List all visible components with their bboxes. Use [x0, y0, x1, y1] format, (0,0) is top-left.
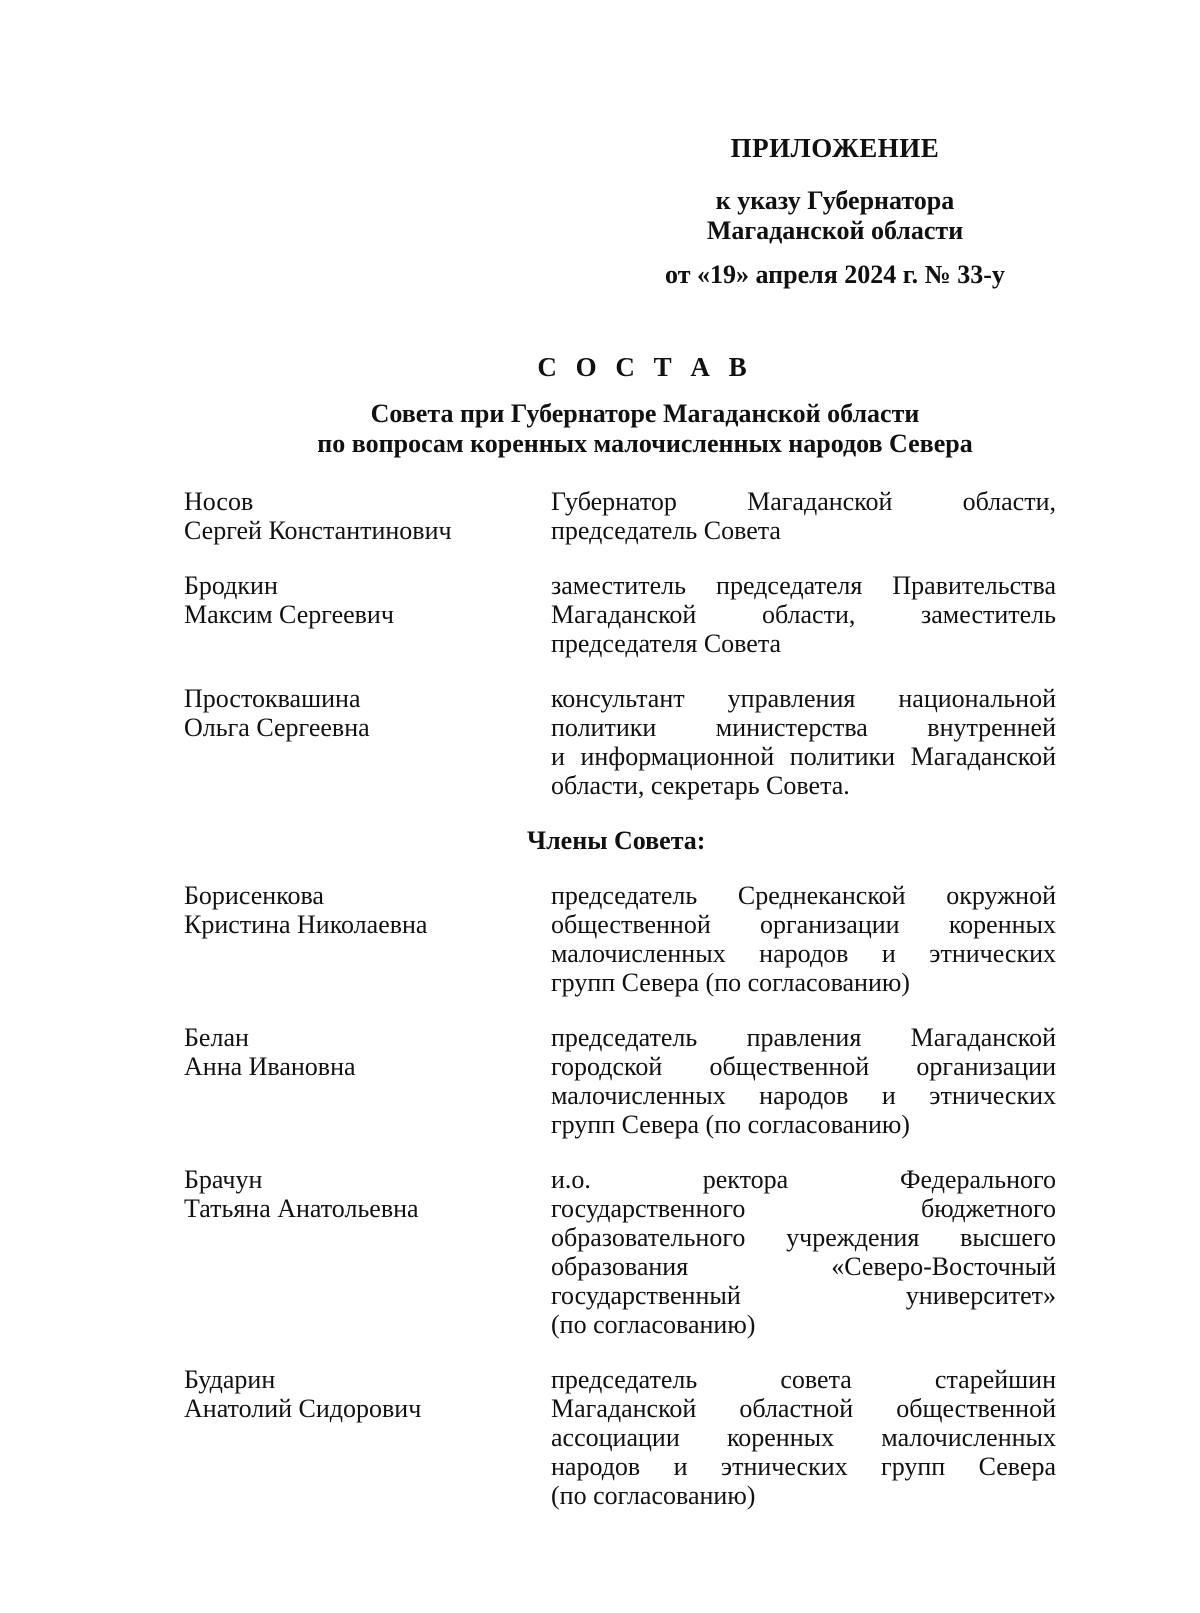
- role-line: и информационной политики Магаданской: [551, 742, 1056, 771]
- role-line: консультант управления национальной: [551, 684, 1056, 713]
- role-line: председателя Совета: [551, 629, 782, 658]
- leadership-list: [184, 487, 1056, 800]
- role-line: Магаданской области, заместитель: [551, 600, 1056, 629]
- council-roster: [184, 487, 1056, 1510]
- person-given-names: Татьяна Анатольевна: [184, 1194, 419, 1223]
- person-name: [184, 1165, 514, 1339]
- role-line: председатель Среднеканской окружной: [551, 881, 1056, 910]
- person-name: [184, 487, 514, 545]
- role-line: народов и этнических групп Севера: [551, 1452, 1056, 1481]
- person-name: [184, 684, 514, 800]
- person-surname: Простоквашина: [184, 684, 361, 713]
- role-line: (по согласованию): [551, 1481, 756, 1510]
- person-surname: Белан: [184, 1023, 249, 1052]
- roster-entry: [184, 1023, 1056, 1139]
- role-line: государственный университет»: [551, 1281, 1056, 1310]
- role-line: образования «Северо-Восточный: [551, 1252, 1056, 1281]
- person-name: [184, 881, 514, 997]
- person-name: [184, 1023, 514, 1139]
- role-line: общественной организации коренных: [551, 910, 1056, 939]
- role-line: Губернатор Магаданской области,: [551, 487, 1056, 516]
- role-line: городской общественной организации: [551, 1052, 1056, 1081]
- roster-entry: [184, 571, 1056, 658]
- person-role: [551, 684, 1056, 800]
- role-line: Магаданской областной общественной: [551, 1394, 1056, 1423]
- role-line: политики министерства внутренней: [551, 713, 1056, 742]
- person-role: [551, 571, 1056, 658]
- role-line: области, секретарь Совета.: [551, 771, 850, 800]
- person-role: [551, 1365, 1056, 1510]
- annex-title: ПРИЛОЖЕНИЕ: [730, 133, 940, 163]
- members-list: [184, 881, 1056, 1510]
- person-role: [551, 1165, 1056, 1339]
- roster-entry: [184, 487, 1056, 545]
- person-name: [184, 571, 514, 658]
- composition-heading: С О С Т А В: [537, 352, 753, 382]
- person-surname: Бударин: [184, 1365, 276, 1394]
- role-line: малочисленных народов и этнических: [551, 1081, 1056, 1110]
- person-role: [551, 1023, 1056, 1139]
- members-header: Члены Совета:: [527, 826, 706, 855]
- person-given-names: Кристина Николаевна: [184, 910, 428, 939]
- role-line: председатель Совета: [551, 516, 781, 545]
- council-name-line2: по вопросам коренных малочисленных народов Севера: [317, 429, 973, 458]
- person-given-names: Максим Сергеевич: [184, 600, 394, 629]
- annex-region: Магаданской области: [706, 216, 964, 245]
- person-role: [551, 487, 1056, 545]
- role-line: и.о. ректора Федерального: [551, 1165, 1056, 1194]
- role-line: заместитель председателя Правительства: [551, 571, 1056, 600]
- role-line: (по согласованию): [551, 1310, 756, 1339]
- role-line: малочисленных народов и этнических: [551, 939, 1056, 968]
- role-line: ассоциации коренных малочисленных: [551, 1423, 1056, 1452]
- annex-decree-ref: к указу Губернатора: [715, 186, 955, 215]
- role-line: председатель совета старейшин: [551, 1365, 1056, 1394]
- person-surname: Борисенкова: [184, 881, 324, 910]
- role-line: государственного бюджетного: [551, 1194, 1056, 1223]
- person-surname: Бродкин: [184, 571, 278, 600]
- person-given-names: Сергей Константинович: [184, 516, 452, 545]
- role-line: групп Севера (по согласованию): [551, 1110, 910, 1139]
- annex-date: от «19» апреля 2024 г. № 33-у: [665, 260, 1005, 289]
- role-line: групп Севера (по согласованию): [551, 968, 910, 997]
- person-given-names: Анна Ивановна: [184, 1052, 356, 1081]
- roster-entry: [184, 1365, 1056, 1510]
- person-given-names: Анатолий Сидорович: [184, 1394, 422, 1423]
- role-line: председатель правления Магаданской: [551, 1023, 1056, 1052]
- council-name-line1: Совета при Губернаторе Магаданской области: [370, 399, 920, 428]
- person-surname: Носов: [184, 487, 254, 516]
- annex-block: [640, 133, 1030, 290]
- person-role: [551, 881, 1056, 997]
- roster-entry: [184, 684, 1056, 800]
- roster-entry: [184, 881, 1056, 997]
- person-name: [184, 1365, 514, 1510]
- roster-entry: [184, 1165, 1056, 1339]
- role-line: образовательного учреждения высшего: [551, 1223, 1056, 1252]
- document-title: [0, 352, 1200, 459]
- person-surname: Брачун: [184, 1165, 263, 1194]
- person-given-names: Ольга Сергеевна: [184, 713, 370, 742]
